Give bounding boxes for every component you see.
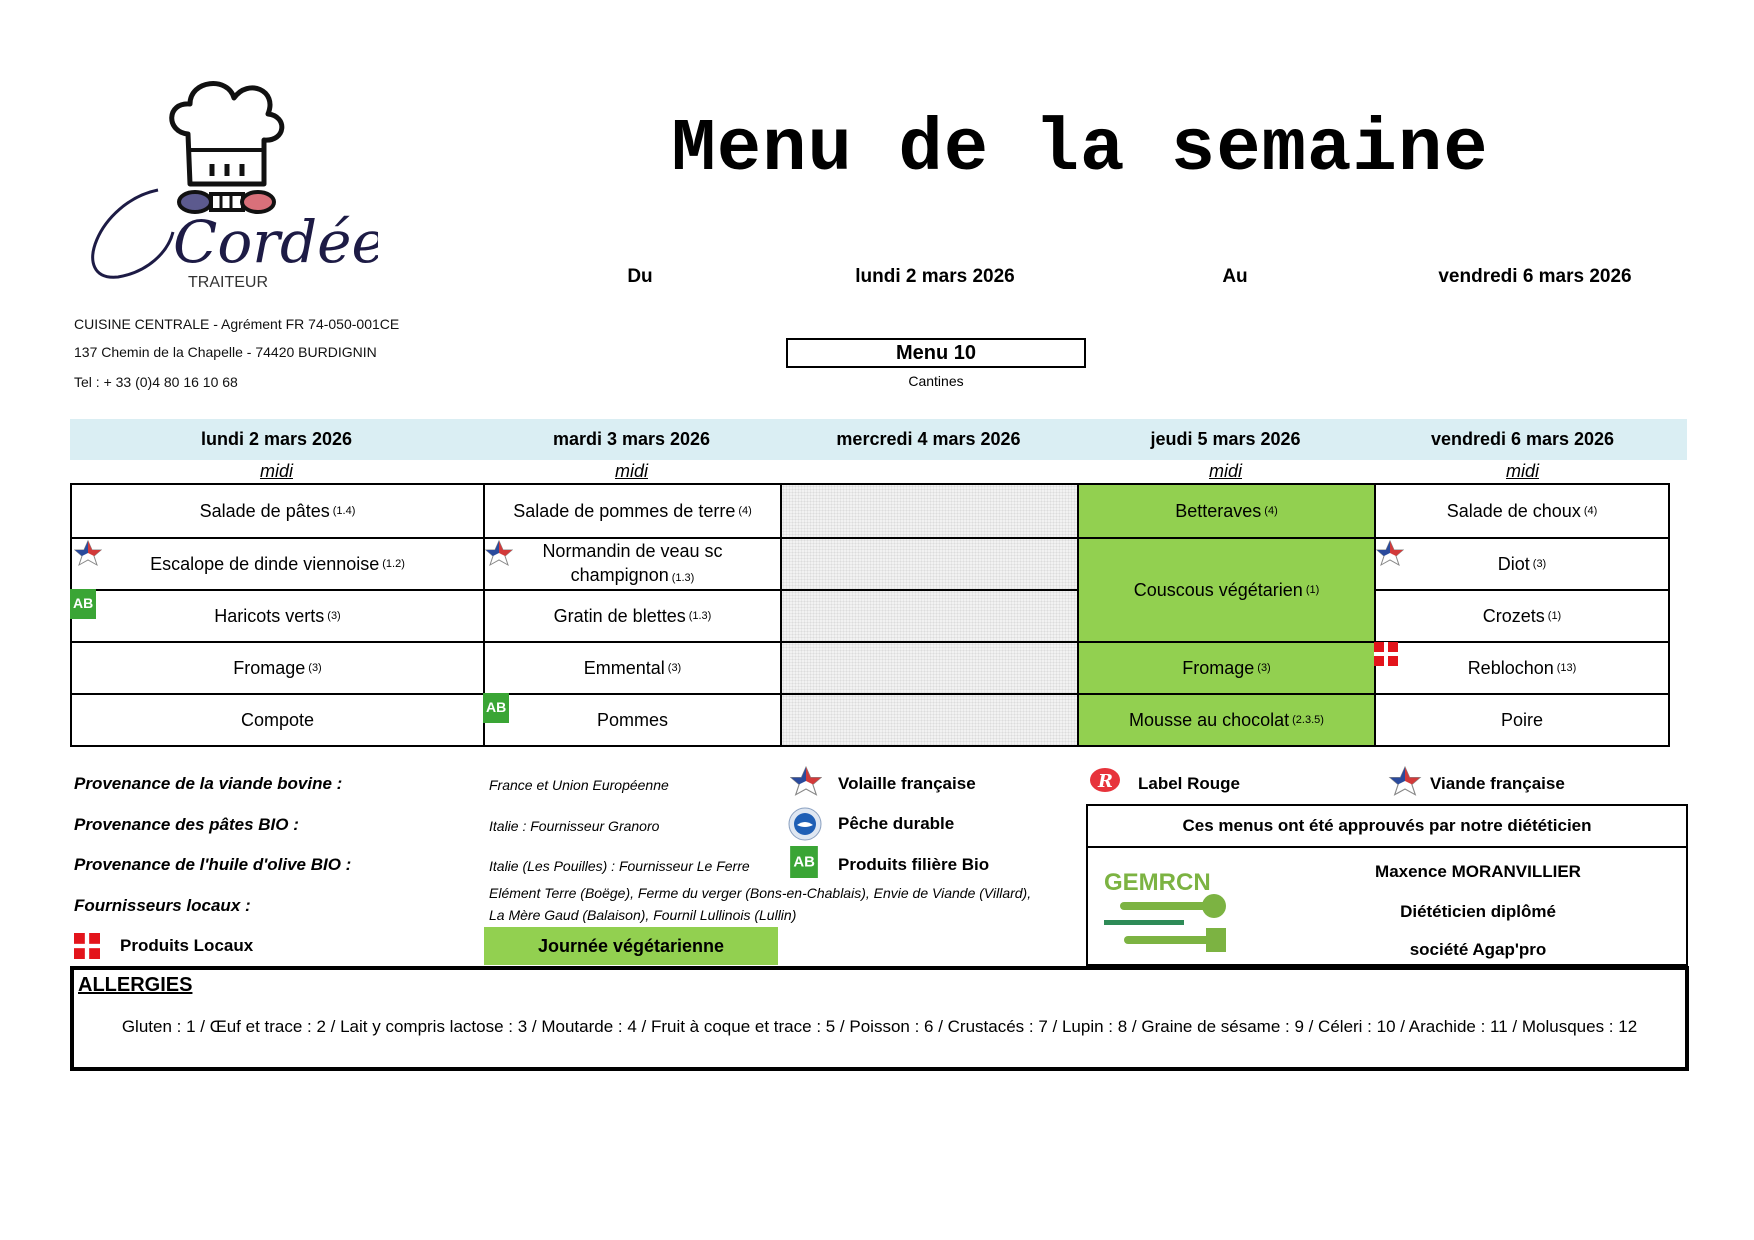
provenance-value: Italie (Les Pouilles) : Fournisseur Le Ferre bbox=[489, 858, 750, 874]
viande-francaise-icon bbox=[1376, 539, 1404, 567]
dish-lundi-side: Haricots verts (3) bbox=[72, 589, 483, 641]
empty-mercredi-3 bbox=[780, 589, 1077, 641]
svg-text:GEMRCN: GEMRCN bbox=[1104, 869, 1211, 896]
provenance-label: Provenance de l'huile d'olive BIO : bbox=[74, 855, 352, 874]
viande-francaise-icon bbox=[485, 539, 513, 567]
dish-mardi-dessert: Pommes bbox=[483, 693, 780, 745]
allergies-box bbox=[70, 966, 1689, 1071]
provenance-value: France et Union Européenne bbox=[489, 777, 669, 793]
day-header-mardi: mardi 3 mars 2026 bbox=[552, 429, 711, 449]
svg-text:TRAITEUR: TRAITEUR bbox=[188, 274, 268, 291]
produits-locaux-icon bbox=[74, 933, 100, 959]
service-jeudi: midi bbox=[1208, 461, 1242, 481]
company-address: 137 Chemin de la Chapelle - 74420 BURDIGNIN bbox=[74, 344, 377, 360]
dish-jeudi-cheese: Fromage (3) bbox=[1077, 641, 1374, 693]
dietitian-title: Diététicien diplômé bbox=[1400, 902, 1556, 921]
menu-type: Cantines bbox=[908, 373, 964, 389]
day-header-mercredi: mercredi 4 mars 2026 bbox=[836, 429, 1021, 449]
dish-jeudi-dessert: Mousse au chocolat (2.3.5) bbox=[1077, 693, 1374, 745]
service-lundi: midi bbox=[259, 461, 293, 481]
dish-lundi-cheese: Fromage (3) bbox=[72, 641, 483, 693]
allergies-title: ALLERGIES bbox=[78, 974, 193, 996]
legend-label-rouge: Label Rouge bbox=[1138, 774, 1241, 793]
svg-text:AB: AB bbox=[486, 699, 507, 715]
svg-text:Cordée: Cordée bbox=[173, 208, 378, 276]
bio-icon bbox=[70, 589, 96, 619]
allergies-list: Gluten : 1 / Œuf et trace : 2 / Lait y compris lactose : 3 / Moutarde : 4 / Fruit à coque et trace : 5 / Poisson : 6 / Crustacés : 7 / Lupin : 8 / Graine de sésame : 9 / Céleri : 10 / Arachide : 11 / Molusques : 12 bbox=[121, 1017, 1638, 1036]
svg-text:AB: AB bbox=[793, 853, 815, 871]
dish-mardi-main: Normandin de veau sc champignon (1.3) bbox=[483, 537, 780, 589]
dish-lundi-dessert: Compote bbox=[72, 693, 483, 745]
dish-vendredi-side: Crozets (1) bbox=[1374, 589, 1668, 641]
provenance-value: Italie : Fournisseur Granoro bbox=[489, 818, 660, 834]
page-title: Menu de la semaine bbox=[671, 108, 1489, 192]
dish-mardi-cheese: Emmental (3) bbox=[483, 641, 780, 693]
service-vendredi: midi bbox=[1505, 461, 1539, 481]
to-date: vendredi 6 mars 2026 bbox=[1438, 266, 1632, 287]
day-header-lundi: lundi 2 mars 2026 bbox=[200, 429, 353, 449]
menu-grid bbox=[70, 483, 1670, 747]
label-rouge-icon bbox=[1088, 766, 1122, 794]
legend-peche-durable: Pêche durable bbox=[838, 814, 955, 833]
provenance-label: Fournisseurs locaux : bbox=[74, 896, 251, 915]
dietitian-name: Maxence MORANVILLIER bbox=[1375, 862, 1581, 881]
svg-text:R: R bbox=[1098, 771, 1113, 792]
volaille-francaise-icon bbox=[790, 765, 822, 797]
gemrcn-logo bbox=[1102, 864, 1242, 954]
empty-mercredi-5 bbox=[780, 693, 1077, 745]
service-mardi: midi bbox=[614, 461, 648, 481]
from-date: lundi 2 mars 2026 bbox=[855, 266, 1015, 287]
bio-icon bbox=[483, 693, 509, 723]
dish-vendredi-main: Diot (3) bbox=[1374, 537, 1668, 589]
legend-journee-vegetarienne: Journée végétarienne bbox=[484, 927, 778, 965]
legend-volaille-francaise: Volaille française bbox=[838, 774, 976, 793]
legend-produits-locaux: Produits Locaux bbox=[120, 936, 254, 955]
day-header-vendredi: vendredi 6 mars 2026 bbox=[1430, 429, 1615, 449]
dish-jeudi-starter: Betteraves (4) bbox=[1077, 485, 1374, 537]
bio-icon bbox=[790, 846, 818, 878]
volaille-francaise-icon bbox=[74, 539, 102, 567]
viande-francaise-icon bbox=[1388, 765, 1422, 797]
dish-vendredi-starter: Salade de choux (4) bbox=[1374, 485, 1668, 537]
produits-locaux-icon bbox=[1374, 642, 1398, 666]
dish-vendredi-cheese: Reblochon (13) bbox=[1374, 641, 1668, 693]
dish-vendredi-dessert: Poire bbox=[1374, 693, 1668, 745]
dietitian-company: société Agap'pro bbox=[1409, 940, 1547, 959]
provenance-label: Provenance des pâtes BIO : bbox=[74, 815, 299, 834]
to-label: Au bbox=[1222, 266, 1248, 287]
chef-hat-icon bbox=[78, 72, 378, 292]
legend-viande-francaise: Viande française bbox=[1430, 774, 1565, 793]
approval-statement: Ces menus ont été approuvés par notre diététicien bbox=[1088, 806, 1686, 848]
empty-mercredi-1 bbox=[780, 485, 1077, 537]
company-phone: Tel : + 33 (0)4 80 16 10 68 bbox=[74, 374, 238, 390]
dish-lundi-starter: Salade de pâtes (1.4) bbox=[199, 501, 356, 521]
provenance-label: Provenance de la viande bovine : bbox=[74, 774, 343, 793]
legend-produits-bio: Produits filière Bio bbox=[838, 855, 990, 874]
dish-jeudi-main: Couscous végétarien (1) bbox=[1077, 537, 1374, 641]
day-header-jeudi: jeudi 5 mars 2026 bbox=[1150, 429, 1301, 449]
peche-durable-icon bbox=[788, 807, 822, 841]
empty-mercredi-4 bbox=[780, 641, 1077, 693]
dish-mardi-starter: Salade de pommes de terre (4) bbox=[483, 485, 780, 537]
dish-lundi-main: Escalope de dinde viennoise (1.2) bbox=[72, 537, 483, 589]
dietitian-approval-box bbox=[1086, 804, 1688, 966]
empty-mercredi-2 bbox=[780, 537, 1077, 589]
svg-text:AB: AB bbox=[73, 595, 94, 611]
cordee-traiteur-logo bbox=[78, 72, 378, 292]
provenance-value: Elément Terre (Boëge), Ferme du verger (Bons-en-Chablais), Envie de Viande (Villard), La Mère Gaud (Balaison), Fournil Lullinois (Lullin) bbox=[489, 885, 1032, 923]
menu-number: Menu 10 bbox=[786, 338, 1086, 368]
dish-mardi-side: Gratin de blettes (1.3) bbox=[483, 589, 780, 641]
from-label: Du bbox=[627, 266, 653, 287]
company-approval: CUISINE CENTRALE - Agrément FR 74-050-001CE bbox=[74, 316, 400, 332]
